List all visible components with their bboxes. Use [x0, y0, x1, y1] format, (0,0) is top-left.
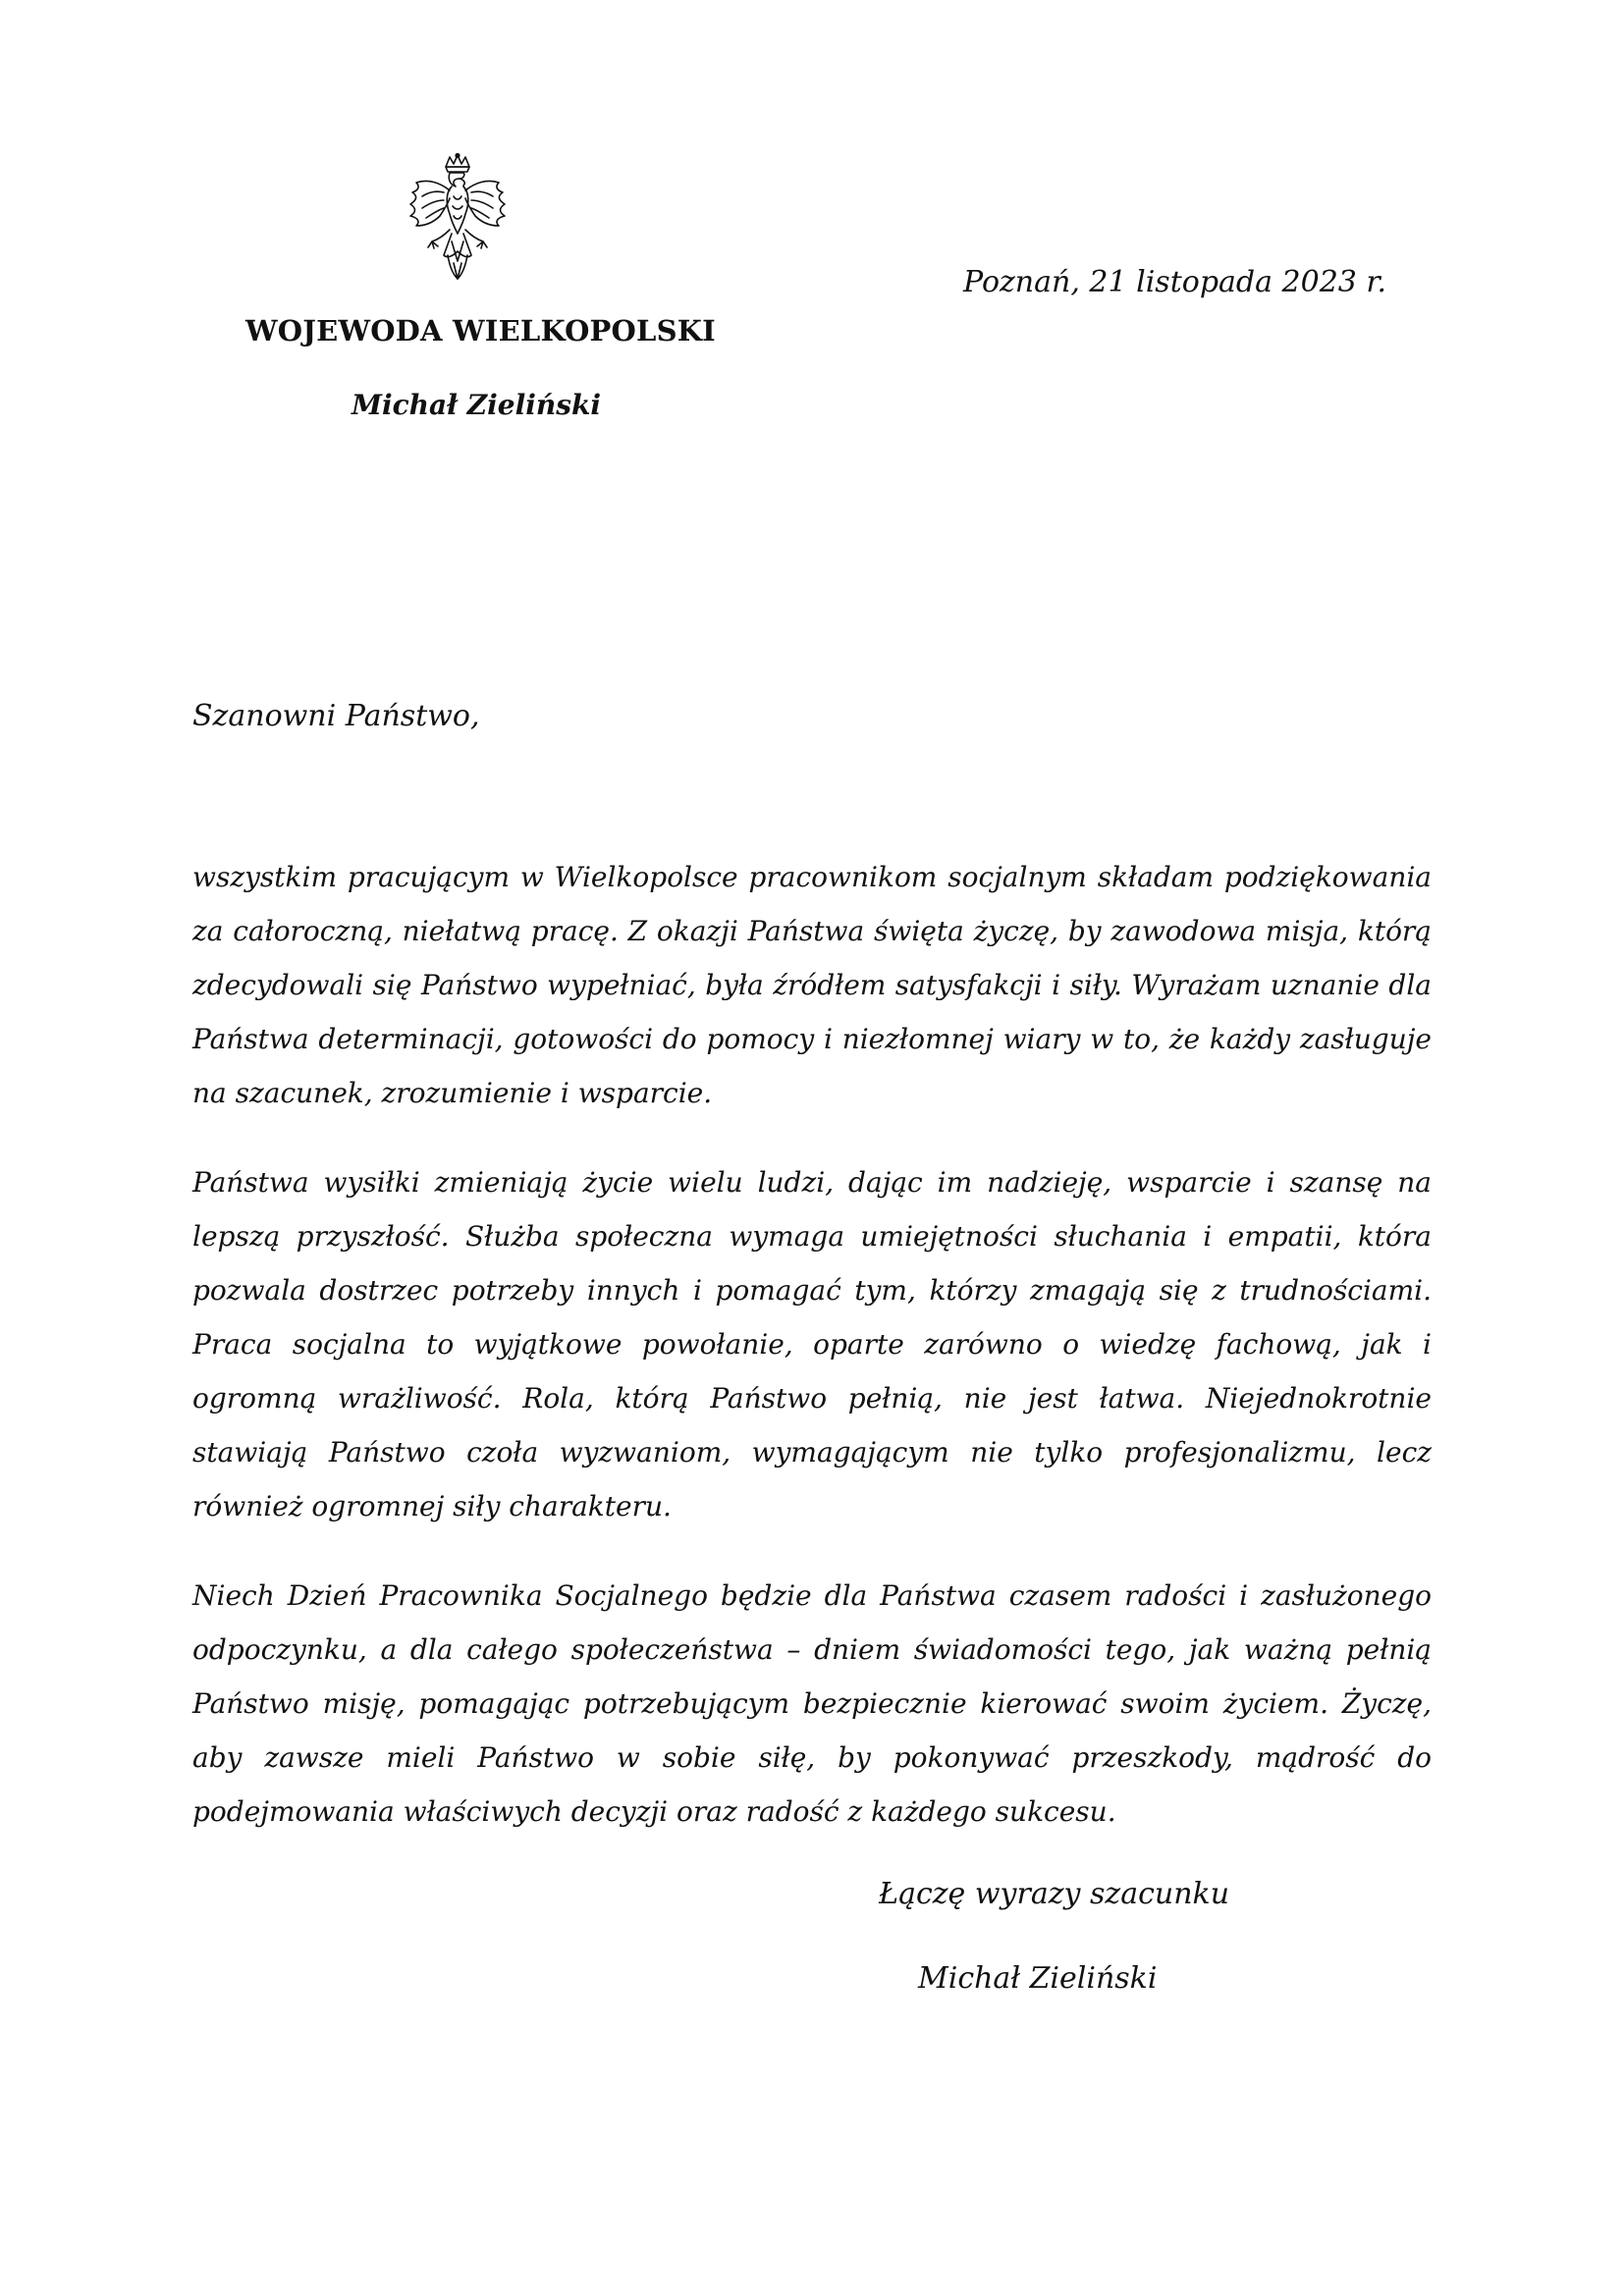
office-title: WOJEWODA WIELKOPOLSKI [245, 314, 716, 347]
paragraph-2: Państwa wysiłki zmieniają życie wielu ludzi, dając im nadzieję, wsparcie i szansę na lepszą przyszłość. Służba społeczna wymaga umiejętności słuchania i empatii, która pozwala dostrzec potrzeby innych i pomagać tym, którzy zmagają się z trudnościami. Praca socjalna to wyjątkowe powołanie, oparte zarówno o wiedzę fachową, jak i ogromną wrażliwość. Rola, którą Państwo pełnią, nie jest łatwa. Niejednokrotnie stawiają Państwo czoła wyzwaniom, wymagającym nie tylko profesjonalizmu, lecz również ogromnej siły charakteru. [192, 1166, 1432, 1522]
letter-body [192, 850, 1432, 1874]
date-line: Poznań, 21 listopada 2023 r. [962, 265, 1386, 299]
signature-name: Michał Zieliński [918, 1961, 1158, 1996]
paragraph-3: Niech Dzień Pracownika Socjalnego będzie dla Państwa czasem radości i zasłużonego odpoczynku, a dla całego społeczeństwa – dniem świadomości tego, jak ważną pełnią Państwo misję, pomagając potrzebującym bezpiecznie kierować swoim życiem. Życzę, aby zawsze mieli Państwo w sobie siłę, by pokonywać przeszkody, mądrość do podejmowania właściwych decyzji oraz radość z każdego sukcesu. [192, 1579, 1432, 1828]
paragraph-1: wszystkim pracującym w Wielkopolsce pracownikom socjalnym składam podziękowania za całoroczną, niełatwą pracę. Z okazji Państwa święta życzę, by zawodowa misja, którą zdecydowali się Państwo wypełniać, była źródłem satysfakcji i siły. Wyrażam uznanie dla Państwa determinacji, gotowości do pomocy i niezłomnej wiary w to, że każdy zasługuje na szacunek, zrozumienie i wsparcie. [192, 861, 1432, 1109]
salutation: Szanowni Państwo, [192, 699, 480, 733]
office-holder-name: Michał Zieliński [351, 389, 602, 421]
polish-eagle-emblem-icon [405, 153, 511, 291]
closing-line: Łączę wyrazy szacunku [879, 1877, 1230, 1911]
